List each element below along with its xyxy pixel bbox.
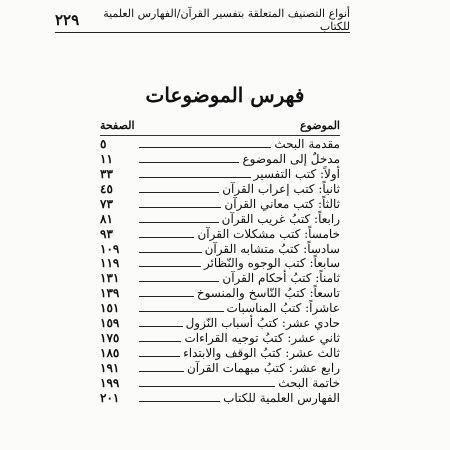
toc-entry — [100, 300, 340, 315]
toc-entry — [100, 136, 340, 151]
toc-entry-title: رابع عشر: كتبُ مبهمات القرآن — [186, 361, 340, 375]
toc-entry-title: ثانياً: كتب إعراب القرآن — [222, 181, 340, 196]
toc-entry-page: ٤٥ — [100, 181, 113, 196]
leader-line — [139, 311, 224, 312]
toc-entry — [100, 270, 340, 285]
toc-entry — [100, 151, 340, 166]
toc-entry-page: ١٣٩ — [100, 286, 120, 301]
toc-entry — [100, 390, 340, 405]
leader-line — [139, 326, 183, 327]
toc-entry-title: ثامناً: كتبُ أحكام القرآن — [222, 271, 340, 286]
toc-entry — [100, 375, 340, 390]
toc-entry-title: عاشراً: كتبُ المناسبات — [226, 301, 340, 316]
toc-entry — [100, 285, 340, 300]
leader-line — [139, 371, 184, 372]
leader-line — [139, 266, 201, 267]
toc-entry — [100, 226, 340, 241]
toc-entry-page: ١٥٩ — [100, 316, 120, 331]
toc-entry-page: ١٥١ — [100, 301, 120, 316]
leader-line — [139, 162, 239, 163]
leader-line — [139, 341, 181, 342]
running-head: أنواع التصنيف المتعلقة بتفسير القرآن/الفهارس العلمية للكتاب — [103, 7, 350, 33]
toc-entry-title: الفهارس العلمية للكتاب — [223, 390, 340, 405]
toc-entry-title: ثالث عشر: كتبُ الوقف والابتداء — [183, 346, 340, 361]
toc-entry-title: رابعاً: كتبُ غريب القرآن — [221, 211, 340, 226]
leader-line — [139, 177, 251, 178]
leader-line — [139, 386, 275, 387]
toc-entry-title: سادساً: كتبُ متشابه القرآن — [204, 241, 340, 256]
toc-entry-title: ثالثاً: كتب معاني القرآن — [224, 196, 340, 211]
column-headers — [100, 115, 340, 136]
toc-entry-title: مدخلٌ إلى الموضوع — [242, 151, 340, 166]
leader-line — [139, 296, 194, 297]
toc-entry-page: ٧٣ — [100, 196, 113, 211]
toc-entry — [100, 181, 340, 196]
toc-entry-page: ٥ — [100, 136, 107, 151]
toc-entry — [100, 211, 340, 226]
toc-entry-title: حادي عشر: كتبُ أسباب النّزول — [185, 316, 340, 331]
toc-entry-title: ثاني عشر: كتبُ توجيه القراءات — [184, 331, 340, 346]
leader-line — [139, 222, 219, 223]
toc-entry-page: ٢٠١ — [100, 390, 120, 405]
toc-entry-page: ١٧٥ — [100, 331, 120, 346]
page-number: ٢٢٩ — [55, 11, 80, 29]
toc-entry-page: ١٩٩ — [100, 375, 120, 390]
toc-entry — [100, 196, 340, 211]
toc-entry-page: ١٣١ — [100, 271, 120, 286]
toc-entry — [100, 345, 340, 360]
toc-entry-title: خاتمة البحث — [278, 375, 340, 390]
leader-line — [139, 252, 202, 253]
toc-entry-page: ١٩١ — [100, 361, 120, 375]
toc-entry-title: مقدمة البحث — [274, 136, 340, 151]
toc-entry-page: ١١٩ — [100, 256, 120, 271]
toc-entry-page: ١١ — [100, 151, 113, 166]
toc-entry-title: تاسعاً: كتبُ النّاسخ والمنسوخ — [196, 286, 340, 301]
leader-line — [139, 281, 219, 282]
toc-entry-page: ٣٣ — [100, 166, 113, 181]
toc-entry-page: ٩٣ — [100, 226, 113, 241]
toc-entry — [100, 315, 340, 330]
toc-entry — [100, 256, 340, 271]
toc-entry-title: أولاً: كتب التفسير — [253, 166, 340, 181]
toc-entry-page: ١٠٩ — [100, 241, 120, 256]
toc-entry-title: خامساً: كتب مشكلات القرآن — [197, 226, 340, 241]
leader-line — [139, 147, 271, 148]
leader-line — [139, 401, 220, 402]
topic-column-header: الموضوع — [299, 118, 340, 132]
toc-entry-page: ١٨٥ — [100, 346, 120, 361]
leader-line — [139, 192, 219, 193]
leader-line — [139, 356, 180, 357]
page-header — [55, 8, 350, 33]
toc-entry — [100, 166, 340, 181]
toc-entry-title: سابعاً: كتب الوجوه والنّظائر — [203, 256, 340, 271]
page-column-header: الصفحة — [100, 118, 135, 132]
leader-line — [139, 207, 221, 208]
table-of-contents — [100, 136, 340, 405]
page-title: فهرس الموضوعات — [145, 83, 305, 107]
leader-line — [139, 237, 194, 238]
toc-entry — [100, 241, 340, 256]
toc-entry — [100, 360, 340, 375]
toc-entry — [100, 330, 340, 345]
toc-entry-page: ٨١ — [100, 211, 113, 226]
